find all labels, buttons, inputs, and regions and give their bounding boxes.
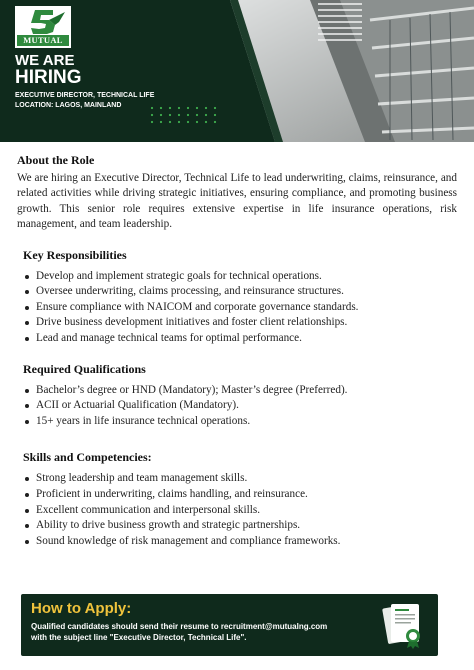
apply-line-1: Qualified candidates should send their resume to recruitment@mutualng.com [31,622,328,631]
header-banner [0,0,474,142]
dot-grid [150,106,220,124]
apply-instructions [31,621,376,643]
responsibilities-list [23,269,457,347]
list-item: Lead and manage technical teams for optimal performance. [23,331,457,347]
list-item: Drive business development initiatives and foster client relationships. [23,315,457,331]
list-item: Sound knowledge of risk management and compliance frameworks. [23,534,457,550]
apply-title: How to Apply: [31,600,132,617]
logo-mark [19,8,67,35]
about-text: We are hiring an Executive Director, Technical Life to lead underwriting, claims, reinsurance, and related activities while driving strategic initiatives, ensuring compliance, and promoting business growth. This senior role requires extensive expertise in life insurance operations, risk management, and team leadership. [17,172,457,231]
skills-heading: Skills and Competencies: [23,450,152,465]
building-photo [190,0,474,142]
document-certificate-icon [381,600,427,650]
hiring-line-1: WE ARE [15,52,75,69]
job-title: EXECUTIVE DIRECTOR, TECHNICAL LIFE [15,92,155,99]
list-item: 15+ years in life insurance technical operations. [23,414,457,430]
list-item: Ability to drive business growth and strategic partnerships. [23,518,457,534]
list-item: Proficient in underwriting, claims handling, and reinsurance. [23,487,457,503]
job-description [17,153,457,549]
skills-list [23,471,457,549]
responsibilities-heading: Key Responsibilities [23,247,127,262]
list-item: Ensure compliance with NAICOM and corporate governance standards. [23,300,457,316]
logo-wordmark: MUTUAL [17,35,69,46]
qualifications-list [23,383,457,430]
about-heading: About the Role [17,153,95,167]
list-item: Bachelor’s degree or HND (Mandatory); Master’s degree (Preferred). [23,383,457,399]
job-location: LOCATION: LAGOS, MAINLAND [15,102,122,109]
hiring-line-2: HIRING [15,67,82,88]
list-item: Oversee underwriting, claims processing, and reinsurance structures. [23,284,457,300]
skills-section [17,450,457,549]
how-to-apply-box [21,594,438,656]
list-item: Strong leadership and team management skills. [23,471,457,487]
apply-line-2: with the subject line "Executive Director, Technical Life". [31,633,247,642]
list-item: Excellent communication and interpersonal skills. [23,503,457,519]
responsibilities-section [17,248,457,347]
qualifications-heading: Required Qualifications [23,361,146,376]
list-item: ACII or Actuarial Qualification (Mandatory). [23,398,457,414]
qualifications-section [17,362,457,430]
list-item: Develop and implement strategic goals for technical operations. [23,269,457,285]
company-logo [15,6,71,48]
